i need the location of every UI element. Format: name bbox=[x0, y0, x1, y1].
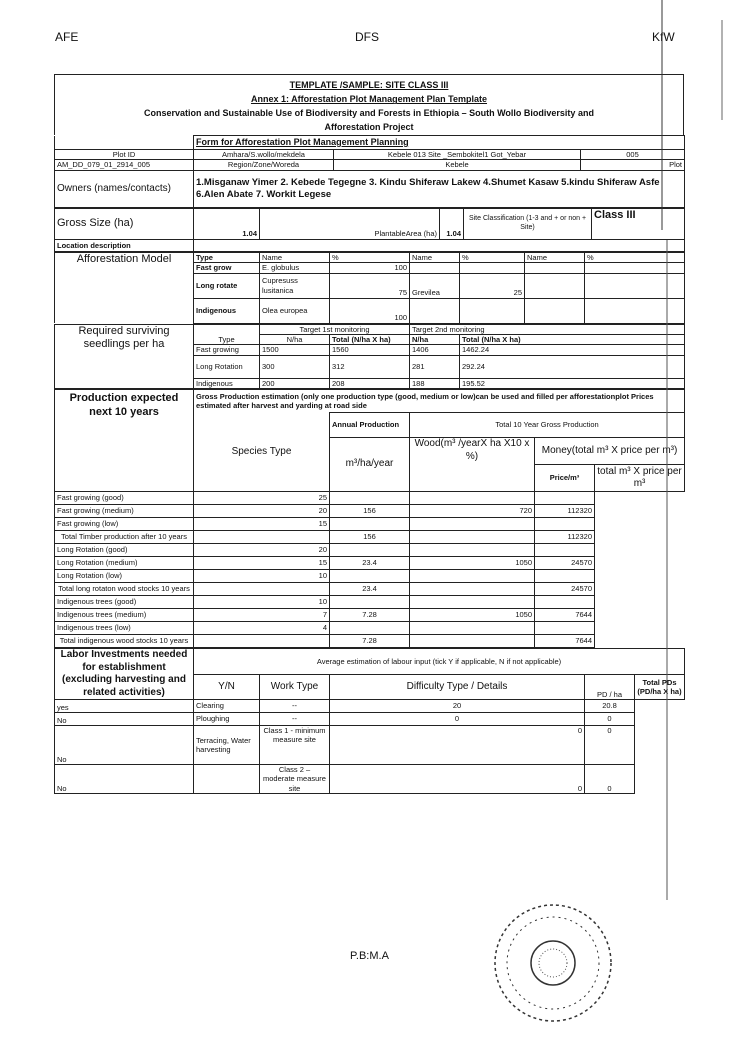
kebele-value: Kebele 013 Site _Sembokitel1 Got_Yebar bbox=[334, 150, 581, 160]
annual-production-label: Annual Production bbox=[330, 413, 410, 438]
labor-work-type bbox=[194, 765, 260, 794]
species-type-label: Species Type bbox=[194, 413, 330, 492]
production-table bbox=[54, 389, 685, 648]
production-price: 1050 bbox=[410, 557, 535, 570]
production-annual: 10 bbox=[194, 570, 330, 583]
production-price bbox=[410, 596, 535, 609]
labor-pd-ha: 0 bbox=[330, 765, 585, 794]
seedlings-value: 1500 bbox=[260, 345, 330, 355]
production-wood: 7.28 bbox=[330, 635, 410, 648]
production-total: 24570 bbox=[535, 583, 595, 596]
labor-row bbox=[55, 713, 685, 726]
production-annual: 25 bbox=[194, 492, 330, 505]
production-row bbox=[55, 596, 685, 609]
seedlings-h-type: Type bbox=[194, 334, 260, 344]
production-row bbox=[55, 583, 685, 596]
labor-total-pd: 20.8 bbox=[585, 700, 635, 713]
money-label: Money(total m³ X price per m³) bbox=[535, 438, 685, 465]
seedlings-value: 300 bbox=[260, 355, 330, 378]
labor-difficulty: Class 2 – moderate measure site bbox=[260, 765, 330, 794]
seedlings-h-total-1: Total (N/ha X ha) bbox=[330, 334, 410, 344]
plot-id-value: AM_DD_079_01_2914_005 bbox=[55, 160, 194, 170]
production-wood: 23.4 bbox=[330, 583, 410, 596]
kebele-label: Kebele bbox=[334, 160, 581, 170]
model-percent: 25 bbox=[460, 273, 525, 298]
model-percent bbox=[585, 273, 685, 298]
seedlings-value: 200 bbox=[260, 378, 330, 388]
production-price: 720 bbox=[410, 505, 535, 518]
production-wood bbox=[330, 622, 410, 635]
production-annual bbox=[194, 635, 330, 648]
labor-table bbox=[54, 648, 685, 794]
production-row bbox=[55, 622, 685, 635]
production-price bbox=[410, 492, 535, 505]
seal-middle-ring bbox=[507, 917, 599, 1009]
production-row bbox=[55, 492, 685, 505]
seedlings-value: 208 bbox=[330, 378, 410, 388]
header-left: AFE bbox=[55, 30, 79, 44]
model-type: Fast grow bbox=[194, 263, 260, 273]
production-price bbox=[410, 622, 535, 635]
production-annual: 4 bbox=[194, 622, 330, 635]
model-h-name-1: Name bbox=[260, 252, 330, 262]
location-label: Location description bbox=[55, 239, 194, 251]
model-table bbox=[54, 252, 685, 324]
labor-yn: No bbox=[55, 713, 194, 726]
labor-work-type: Terracing, Water harvesting bbox=[194, 726, 260, 765]
annex-title: Annex 1: Afforestation Plot Management Plan Template bbox=[250, 94, 488, 105]
header-right: KfW bbox=[652, 30, 675, 44]
production-total: 7644 bbox=[535, 609, 595, 622]
model-percent bbox=[585, 298, 685, 323]
production-species: Indigenous trees (medium) bbox=[55, 609, 194, 622]
production-annual: 20 bbox=[194, 544, 330, 557]
model-species bbox=[410, 263, 460, 273]
project-line-1: Conservation and Sustainable Use of Biodiversity and Forests in Ethiopia – South Wollo Biodiversity and bbox=[144, 107, 594, 118]
seedlings-type: Indigenous bbox=[194, 378, 260, 388]
seedlings-value: 195.52 bbox=[460, 378, 685, 388]
production-row bbox=[55, 635, 685, 648]
production-total bbox=[535, 518, 595, 531]
location-value bbox=[194, 239, 685, 251]
production-wood bbox=[330, 570, 410, 583]
labor-pd-ha: 0 bbox=[330, 726, 585, 765]
plot-table bbox=[54, 135, 685, 208]
production-price bbox=[410, 570, 535, 583]
seedlings-value: 281 bbox=[410, 355, 460, 378]
seedlings-group-2: Target 2nd monitoring bbox=[410, 324, 685, 334]
labor-label: Labor Investments needed for establishment (excluding harvesting and related activities) bbox=[55, 649, 194, 700]
seal-outer-ring bbox=[495, 905, 611, 1021]
gross-table bbox=[54, 208, 685, 252]
region-value: Amhara/S.wollo/mekdela bbox=[194, 150, 334, 160]
production-wood: 7.28 bbox=[330, 609, 410, 622]
production-note: Gross Production estimation (only one production type (good, medium or low)can be used and filled per afforestationplot Prices estimated after harvest and yarding at road side bbox=[194, 390, 685, 413]
model-percent: 75 bbox=[330, 273, 410, 298]
model-species: E. globulus bbox=[260, 263, 330, 273]
plot-value: 005 bbox=[581, 150, 685, 160]
production-annual: 7 bbox=[194, 609, 330, 622]
model-h-pct-2: % bbox=[460, 252, 525, 262]
annual-unit-label: m³/ha/year bbox=[330, 438, 410, 492]
yn-label: Y/N bbox=[194, 675, 260, 700]
labor-row bbox=[55, 765, 685, 794]
labor-work-type: Ploughing bbox=[194, 713, 260, 726]
production-price bbox=[410, 544, 535, 557]
plot-label: Plot bbox=[581, 160, 685, 170]
model-percent bbox=[585, 263, 685, 273]
production-species: Total long rotaton wood stocks 10 years bbox=[55, 583, 194, 596]
labor-pd-ha: 20 bbox=[330, 700, 585, 713]
form-title bbox=[194, 136, 685, 150]
region-label: Region/Zone/Woreda bbox=[194, 160, 334, 170]
labor-total-pd: 0 bbox=[585, 726, 635, 765]
model-species: Olea europea bbox=[260, 298, 330, 323]
seedlings-h-total-2: Total (N/ha X ha) bbox=[460, 334, 685, 344]
labor-pd-ha: 0 bbox=[330, 713, 585, 726]
production-annual: 15 bbox=[194, 557, 330, 570]
production-total bbox=[535, 570, 595, 583]
production-species: Fast growing (good) bbox=[55, 492, 194, 505]
footer-initials: P.B:M.A bbox=[350, 950, 389, 962]
production-row bbox=[55, 609, 685, 622]
labor-total-pd: 0 bbox=[585, 765, 635, 794]
production-annual bbox=[194, 531, 330, 544]
site-class-value: Class III bbox=[592, 208, 685, 239]
labor-rows bbox=[55, 700, 685, 794]
production-species: Indigenous trees (low) bbox=[55, 622, 194, 635]
production-species: Long Rotation (medium) bbox=[55, 557, 194, 570]
total-10yr-label: Total 10 Year Gross Production bbox=[410, 413, 685, 438]
seedlings-type: Long Rotation bbox=[194, 355, 260, 378]
site-class-label: Site Classification (1-3 and + or non + Site) bbox=[464, 208, 592, 239]
model-species: Cupresuss lusitanica bbox=[260, 273, 330, 298]
model-h-pct-1: % bbox=[330, 252, 410, 262]
production-price bbox=[410, 635, 535, 648]
production-wood bbox=[330, 492, 410, 505]
template-title: TEMPLATE /SAMPLE: SITE CLASS III bbox=[289, 80, 449, 91]
model-percent: 100 bbox=[330, 298, 410, 323]
production-wood: 156 bbox=[330, 531, 410, 544]
labor-total-pd: 0 bbox=[585, 713, 635, 726]
plan-form bbox=[54, 74, 684, 794]
model-percent bbox=[460, 263, 525, 273]
production-species: Long Rotation (good) bbox=[55, 544, 194, 557]
model-h-pct-3: % bbox=[585, 252, 685, 262]
model-type: Indigenous bbox=[194, 298, 260, 323]
form-title-text: Form for Afforestation Plot Management Planning bbox=[196, 136, 409, 147]
work-type-label: Work Type bbox=[260, 675, 330, 700]
model-species bbox=[525, 298, 585, 323]
labor-note: Average estimation of labour input (tick Y if applicable, N if not applicable) bbox=[194, 649, 685, 675]
seedlings-type: Fast growing bbox=[194, 345, 260, 355]
production-species: Total Timber production after 10 years bbox=[55, 531, 194, 544]
title-block bbox=[54, 79, 684, 135]
seedlings-value: 1406 bbox=[410, 345, 460, 355]
production-wood bbox=[330, 544, 410, 557]
production-price bbox=[410, 518, 535, 531]
production-row bbox=[55, 570, 685, 583]
model-percent bbox=[460, 298, 525, 323]
production-wood: 23.4 bbox=[330, 557, 410, 570]
model-label: Afforestation Model bbox=[55, 252, 194, 323]
model-h-name-3: Name bbox=[525, 252, 585, 262]
labor-yn: No bbox=[55, 726, 194, 765]
production-price bbox=[410, 531, 535, 544]
production-total bbox=[535, 544, 595, 557]
seal-inner-ring bbox=[531, 941, 575, 985]
plot-id-label: Plot ID bbox=[55, 150, 194, 160]
production-annual: 15 bbox=[194, 518, 330, 531]
production-total bbox=[535, 622, 595, 635]
model-species: Grevilea bbox=[410, 273, 460, 298]
production-species: Long Rotation (low) bbox=[55, 570, 194, 583]
production-row bbox=[55, 505, 685, 518]
production-species: Total indigenous wood stocks 10 years bbox=[55, 635, 194, 648]
production-total: 7644 bbox=[535, 635, 595, 648]
production-species: Fast growing (medium) bbox=[55, 505, 194, 518]
model-species bbox=[525, 263, 585, 273]
labor-row bbox=[55, 726, 685, 765]
gross-size-value: 1.04 bbox=[194, 208, 260, 239]
production-rows bbox=[55, 492, 685, 648]
model-type: Long rotate bbox=[194, 273, 260, 298]
seedlings-value: 1560 bbox=[330, 345, 410, 355]
production-price bbox=[410, 583, 535, 596]
header-center: DFS bbox=[355, 30, 379, 44]
owners-value: 1.Misganaw Yimer 2. Kebede Tegegne 3. Kindu Shiferaw Lakew 4.Shumet Kasaw 5.kindu Shiferaw Asfe 6.Alen Abate 7. Workit Legese bbox=[194, 170, 685, 207]
seal-emblem bbox=[539, 949, 567, 977]
seedlings-value: 292.24 bbox=[460, 355, 685, 378]
labor-yn: No bbox=[55, 765, 194, 794]
plantable-value: 1.04 bbox=[440, 208, 464, 239]
production-price: 1050 bbox=[410, 609, 535, 622]
production-total bbox=[535, 492, 595, 505]
model-species bbox=[525, 273, 585, 298]
price-label: Price/m³ bbox=[535, 465, 595, 492]
labor-work-type: Clearing bbox=[194, 700, 260, 713]
seedlings-h-nha-1: N/ha bbox=[260, 334, 330, 344]
production-total: 112320 bbox=[535, 531, 595, 544]
owners-label: Owners (names/contacts) bbox=[55, 170, 194, 207]
seedlings-value: 312 bbox=[330, 355, 410, 378]
labor-row bbox=[55, 700, 685, 713]
wood-label: Wood(m³ /yearX ha X10 x %) bbox=[410, 438, 535, 492]
production-annual: 20 bbox=[194, 505, 330, 518]
labor-yn: yes bbox=[55, 700, 194, 713]
total-pd-label: Total PDs (PD/ha X ha) bbox=[635, 675, 685, 700]
production-total: 112320 bbox=[535, 505, 595, 518]
difficulty-label: Difficulty Type / Details bbox=[330, 675, 585, 700]
production-wood bbox=[330, 518, 410, 531]
plantable-label: PlantableArea (ha) bbox=[260, 208, 440, 239]
labor-difficulty: -- bbox=[260, 713, 330, 726]
seedlings-group-1: Target 1st monitoring bbox=[260, 324, 410, 334]
total-price-label: total m³ X price per m³ bbox=[595, 465, 685, 492]
labor-difficulty: Class 1 - minimum measure site bbox=[260, 726, 330, 765]
model-species bbox=[410, 298, 460, 323]
production-species: Indigenous trees (good) bbox=[55, 596, 194, 609]
production-wood bbox=[330, 596, 410, 609]
seedlings-value: 188 bbox=[410, 378, 460, 388]
production-total: 24570 bbox=[535, 557, 595, 570]
production-species: Fast growing (low) bbox=[55, 518, 194, 531]
production-row bbox=[55, 544, 685, 557]
production-total bbox=[535, 596, 595, 609]
production-annual bbox=[194, 583, 330, 596]
official-seal bbox=[478, 888, 628, 1038]
seedlings-value: 1462.24 bbox=[460, 345, 685, 355]
production-row bbox=[55, 557, 685, 570]
model-h-name-2: Name bbox=[410, 252, 460, 262]
seedlings-table bbox=[54, 324, 685, 390]
production-label: Production expected next 10 years bbox=[55, 390, 194, 492]
seedlings-h-nha-2: N/ha bbox=[410, 334, 460, 344]
project-line-2: Afforestation Project bbox=[324, 121, 414, 132]
production-wood: 156 bbox=[330, 505, 410, 518]
seedlings-label: Required surviving seedlings per ha bbox=[55, 324, 194, 389]
gross-size-label: Gross Size (ha) bbox=[55, 208, 194, 239]
labor-difficulty: -- bbox=[260, 700, 330, 713]
model-percent: 100 bbox=[330, 263, 410, 273]
model-h-type: Type bbox=[194, 252, 260, 262]
production-row bbox=[55, 531, 685, 544]
pd-ha-label: PD / ha bbox=[585, 675, 635, 700]
production-row bbox=[55, 518, 685, 531]
production-annual: 10 bbox=[194, 596, 330, 609]
